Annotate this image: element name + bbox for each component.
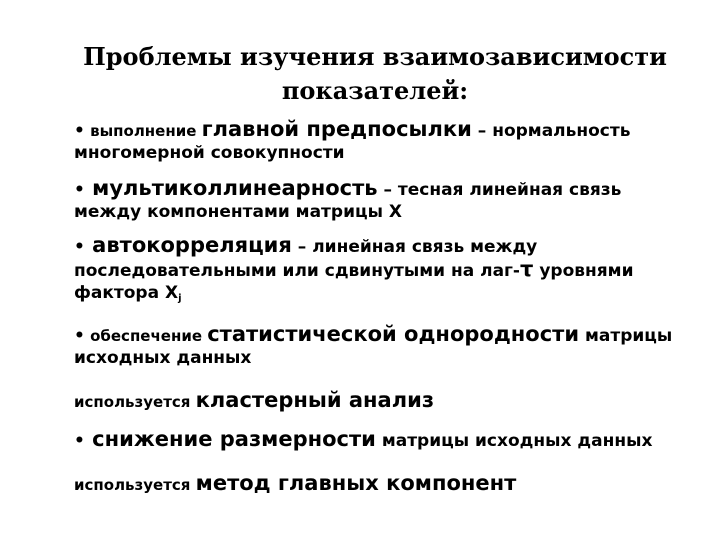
- slide-title: Проблемы изучения взаимозависимости показателей:: [83, 42, 667, 105]
- item-term: снижение размерности: [84, 427, 376, 451]
- bullet-item-multicollinearity: [74, 177, 694, 223]
- bullet-mark: •: [74, 326, 85, 346]
- item-term: кластерный анализ: [195, 388, 435, 412]
- method-line-cluster: [74, 389, 694, 413]
- item-lead: используется: [74, 393, 196, 411]
- bullet-item-dimension-reduction: [74, 428, 694, 452]
- item-rest: – линейная связь между последовательными или сдвинутыми на лаг-: [74, 237, 538, 281]
- item-term: статистической однородности: [207, 322, 580, 346]
- item-lead: выполнение: [84, 122, 202, 140]
- item-lead: обеспечение: [84, 327, 208, 345]
- subscript-j: j: [178, 293, 182, 304]
- bullet-mark: •: [74, 121, 85, 141]
- item-rest: матрицы исходных данных: [375, 431, 653, 451]
- tau-symbol: τ: [520, 257, 534, 281]
- slide-content: [74, 118, 694, 496]
- bullet-item-autocorrelation: [74, 234, 694, 310]
- item-rest: матрицы исходных данных: [74, 326, 673, 368]
- item-term: автокорреляция: [84, 233, 292, 257]
- item-rest: – тесная линейная связь между компонентами матрицы Х: [74, 180, 622, 222]
- bullet-item-normality: [74, 118, 694, 164]
- item-lead: используется: [74, 476, 196, 494]
- method-line-pca: [74, 472, 694, 496]
- bullet-mark: •: [74, 180, 85, 200]
- bullet-mark: •: [74, 237, 85, 257]
- item-term: мультиколлинеарность: [84, 176, 378, 200]
- bullet-mark: •: [74, 431, 85, 451]
- item-rest-2: уровнями фактора Х: [74, 261, 634, 303]
- item-term: метод главных компонент: [195, 471, 517, 495]
- item-rest: – нормальность многомерной совокупности: [74, 121, 631, 163]
- bullet-item-homogeneity: [74, 323, 694, 369]
- item-term: главной предпосылки: [201, 117, 472, 141]
